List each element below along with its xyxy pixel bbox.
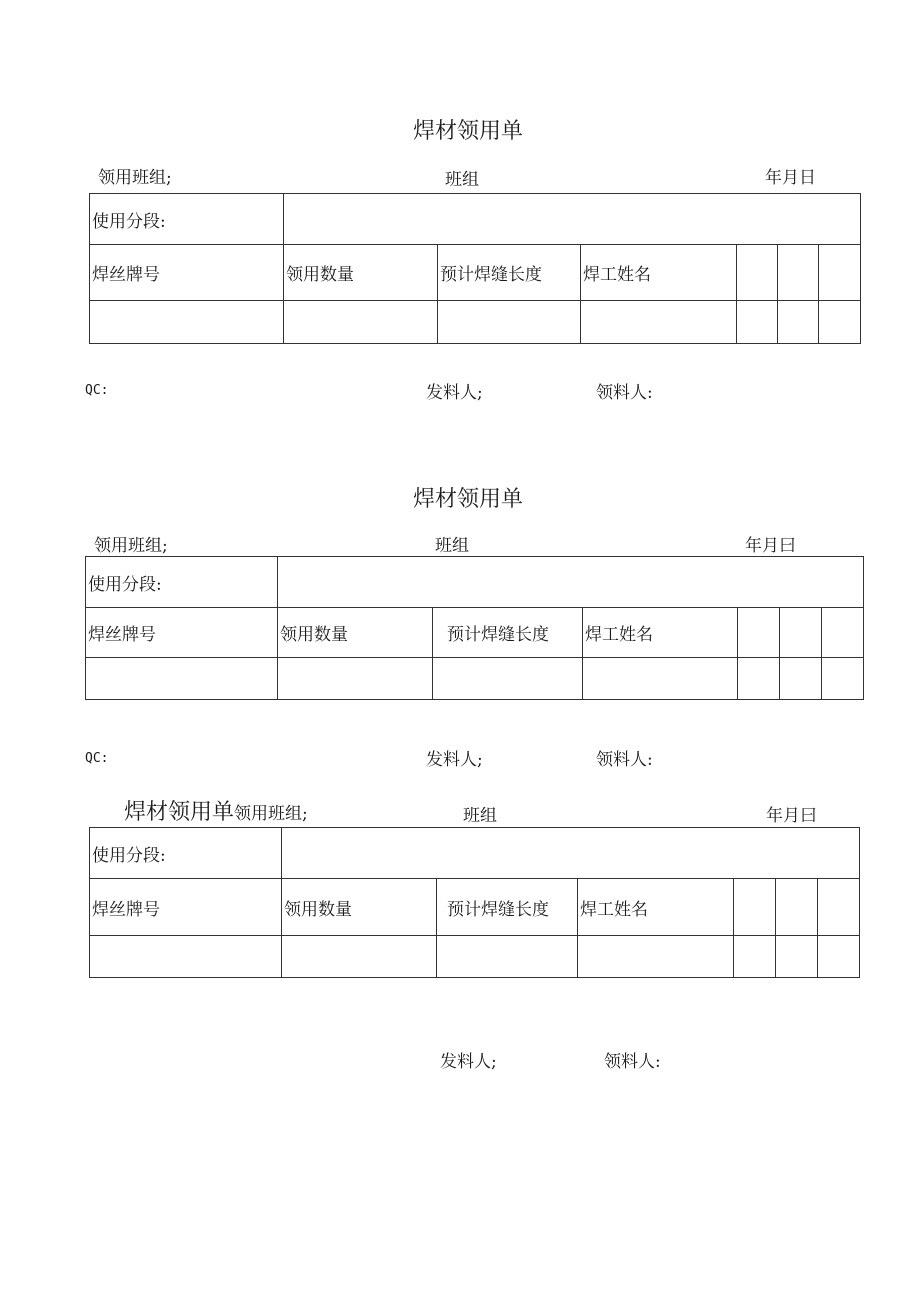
form3-title-line <box>124 795 308 826</box>
form1-header-extra-3 <box>819 245 861 301</box>
form2-table <box>85 556 864 700</box>
form2-cell-extra-3[interactable] <box>822 658 864 700</box>
form1-team-suffix: 班组 <box>445 170 479 190</box>
form2-date-label: 年月曰 <box>745 536 796 556</box>
form3-cell-extra-1[interactable] <box>734 936 776 978</box>
form1-section-row <box>90 194 861 245</box>
form3-cell-quantity[interactable] <box>282 936 437 978</box>
form3-header-weld-length: 预计焊缝长度 <box>437 879 578 936</box>
form2-header-wire-brand: 焊丝牌号 <box>86 608 278 658</box>
form1-header-weld-length: 预计焊缝长度 <box>438 245 581 301</box>
form2-cell-weld-length[interactable] <box>433 658 583 700</box>
form3-team-suffix: 班组 <box>463 806 497 826</box>
form1-header-extra-2 <box>778 245 819 301</box>
form3-title: 焊材领用单 <box>124 800 235 825</box>
form3-cell-weld-length[interactable] <box>437 936 578 978</box>
form3-date-label: 年月曰 <box>766 806 817 826</box>
form2-header-extra-2 <box>780 608 822 658</box>
form1-team-label: 领用班组; <box>98 168 172 188</box>
form2-cell-extra-1[interactable] <box>738 658 780 700</box>
form2-qc-label: QC: <box>85 751 109 766</box>
form1-section-label: 使用分段: <box>90 194 284 245</box>
form1-header-row <box>90 245 861 301</box>
form2-header-weld-length: 预计焊缝长度 <box>433 608 583 658</box>
form1-data-row <box>90 301 861 344</box>
form1-cell-quantity[interactable] <box>284 301 438 344</box>
form1-cell-extra-1[interactable] <box>737 301 778 344</box>
form2-receiver-label: 领料人: <box>596 750 653 770</box>
form2-header-welder-name: 焊工姓名 <box>583 608 738 658</box>
form1-issuer-label: 发料人; <box>426 383 483 403</box>
form2-header-quantity: 领用数量 <box>278 608 433 658</box>
form1-date-label: 年月日 <box>765 168 816 188</box>
form1-receiver-label: 领料人: <box>596 383 653 403</box>
form3-header-quantity: 领用数量 <box>282 879 437 936</box>
form1-section-value[interactable] <box>284 194 861 245</box>
form2-section-value[interactable] <box>278 557 864 608</box>
form3-header-welder-name: 焊工姓名 <box>578 879 734 936</box>
form2-title: 焊材领用单 <box>413 487 524 512</box>
form3-header-extra-3 <box>818 879 860 936</box>
form3-team-label: 领用班组; <box>234 804 308 824</box>
form3-cell-welder-name[interactable] <box>578 936 734 978</box>
form2-cell-wire-brand[interactable] <box>86 658 278 700</box>
form3-cell-extra-2[interactable] <box>776 936 818 978</box>
form2-data-row <box>86 658 864 700</box>
form2-team-suffix: 班组 <box>435 536 469 556</box>
form3-section-label: 使用分段: <box>90 828 282 879</box>
form1-qc-label: QC: <box>85 383 109 398</box>
form3-header-wire-brand: 焊丝牌号 <box>90 879 282 936</box>
form3-section-row <box>90 828 860 879</box>
form2-issuer-label: 发料人; <box>426 750 483 770</box>
form3-issuer-label: 发料人; <box>440 1052 497 1072</box>
form2-team-label: 领用班组; <box>94 536 168 556</box>
form2-cell-welder-name[interactable] <box>583 658 738 700</box>
form1-header-welder-name: 焊工姓名 <box>581 245 737 301</box>
form1-cell-extra-3[interactable] <box>819 301 861 344</box>
form1-table <box>89 193 861 344</box>
form2-cell-extra-2[interactable] <box>780 658 822 700</box>
form1-cell-wire-brand[interactable] <box>90 301 284 344</box>
form3-data-row <box>90 936 860 978</box>
form1-cell-extra-2[interactable] <box>778 301 819 344</box>
form3-section-value[interactable] <box>282 828 860 879</box>
form2-cell-quantity[interactable] <box>278 658 433 700</box>
form3-header-row <box>90 879 860 936</box>
form1-header-extra-1 <box>737 245 778 301</box>
form3-cell-extra-3[interactable] <box>818 936 860 978</box>
form1-cell-welder-name[interactable] <box>581 301 737 344</box>
form3-table <box>89 827 860 978</box>
form1-title: 焊材领用单 <box>413 119 524 144</box>
form3-cell-wire-brand[interactable] <box>90 936 282 978</box>
form2-header-extra-3 <box>822 608 864 658</box>
form2-header-row <box>86 608 864 658</box>
form3-header-extra-1 <box>734 879 776 936</box>
form3-header-extra-2 <box>776 879 818 936</box>
form2-section-label: 使用分段: <box>86 557 278 608</box>
form3-receiver-label: 领料人: <box>604 1052 661 1072</box>
form1-cell-weld-length[interactable] <box>438 301 581 344</box>
form1-header-wire-brand: 焊丝牌号 <box>90 245 284 301</box>
form2-header-extra-1 <box>738 608 780 658</box>
form2-section-row <box>86 557 864 608</box>
form1-header-quantity: 领用数量 <box>284 245 438 301</box>
